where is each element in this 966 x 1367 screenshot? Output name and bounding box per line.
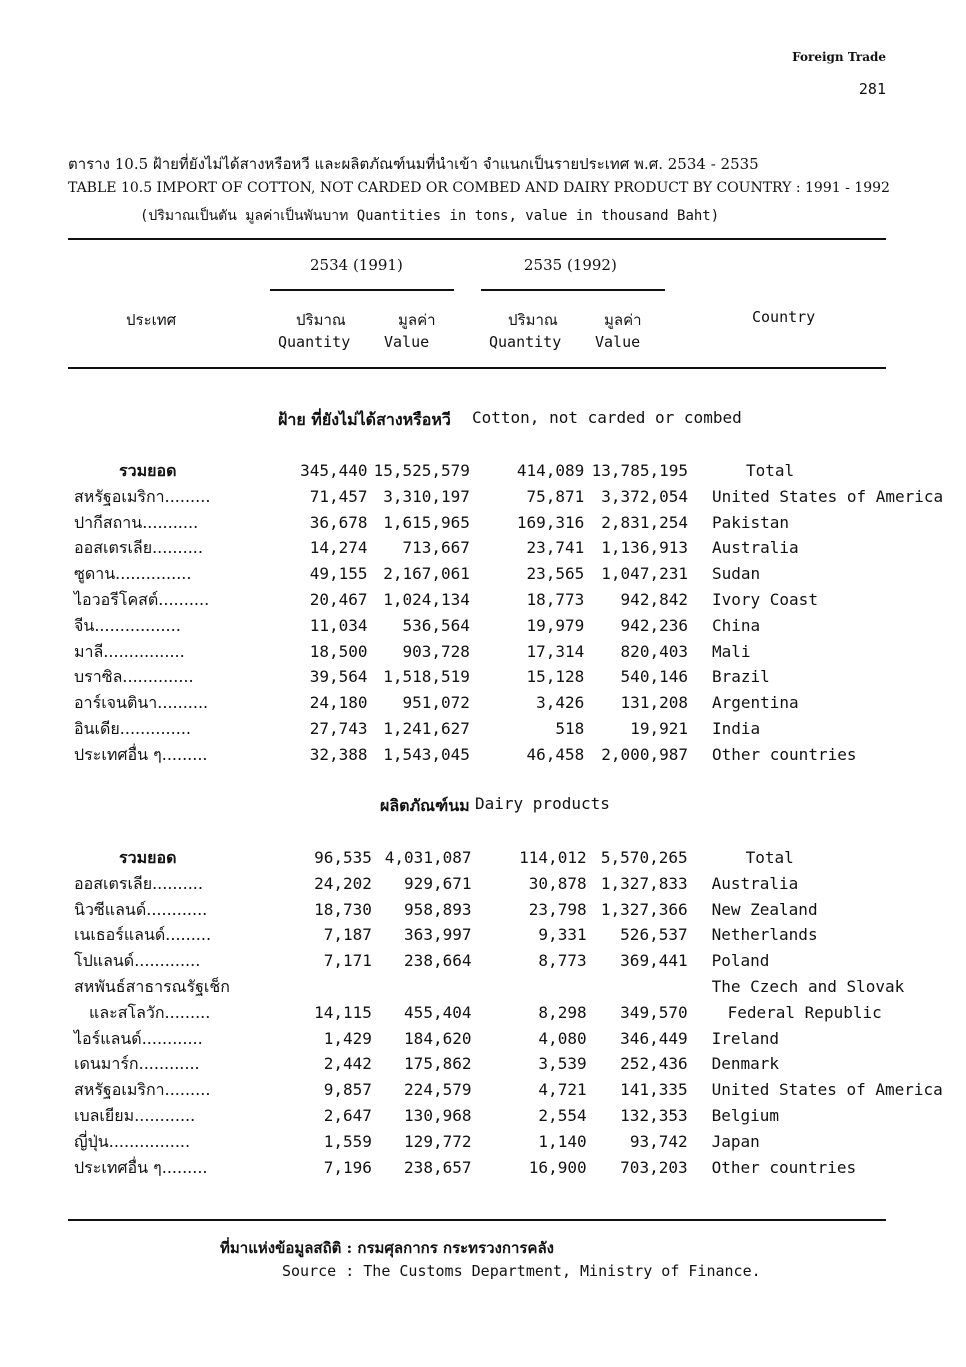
table-row [74,1051,966,1077]
quantity-1991: 7,196 [323,1157,372,1177]
quantity-1992: 1,140 [538,1131,587,1151]
table-row [74,1077,966,1103]
table-row [74,948,966,974]
country-name-thai: สหรัฐอเมริกา......... [74,1080,211,1100]
quantity-1992: 3,539 [538,1054,587,1074]
table-row [74,922,966,948]
country-name-thai: อินเดีย.............. [74,718,191,738]
table-row [74,458,966,484]
value-1991: 238,657 [404,1157,472,1177]
quantity-1991: 27,743 [309,718,368,738]
quantity-1991: 1,429 [323,1028,372,1048]
country-name-en: China [711,615,761,635]
value-1991: 1,518,519 [383,667,470,687]
quantity-1992: 19,979 [526,615,585,635]
value-1992: 5,570,265 [600,848,688,867]
quantity-1992: 23,741 [526,538,585,558]
table-row [74,664,966,690]
table-row [74,871,966,897]
country-name-en: Ivory Coast [711,589,818,609]
quantity-1992: 8,773 [538,951,587,971]
quantity-1992: 4,721 [538,1080,587,1100]
quantity-1991: 7,171 [323,951,372,971]
value-1991: 951,072 [402,693,470,713]
source-thai: ที่มาแห่งข้อมูลสถิติ : กรมศุลกากร กระทรวงการคลัง [220,1239,554,1257]
country-name-thai: เบลเยียม............ [74,1105,196,1125]
quantity-thai-header-2: ปริมาณ [508,311,558,329]
value-en-header-2: Value [595,333,641,351]
country-name-en: Mali [711,641,751,661]
table-row [74,535,966,561]
quantity-1992: 17,314 [526,641,585,661]
value-1992: 349,570 [620,1002,688,1022]
country-name-en: Poland [711,951,770,971]
country-name-thai: ปากีสถาน........... [74,512,199,532]
value-1992: 540,146 [620,667,688,687]
country-name-en: Total [745,848,794,867]
country-name-thai: ออสเตรเลีย.......... [74,538,203,558]
quantity-1991: 24,180 [309,693,368,713]
quantity-1992: 518 [555,718,585,738]
dairy-section-title-en: Dairy products [475,794,610,813]
quantity-1991: 14,274 [309,538,368,558]
country-name-en: Denmark [711,1054,780,1074]
value-1992: 820,403 [620,641,688,661]
table-title-english: TABLE 10.5 IMPORT OF COTTON, NOT CARDED OR COMBED AND DAIRY PRODUCT BY COUNTRY : 1991 - 1992 [68,180,890,196]
source-english: Source : The Customs Department, Ministry of Finance. [282,1262,761,1280]
country-name-en: Brazil [711,667,770,687]
country-name-thai: สหรัฐอเมริกา......... [74,486,211,506]
value-1991: 1,543,045 [383,744,470,764]
country-name-thai: บราซิล.............. [74,667,194,687]
value-en-header-1: Value [384,333,430,351]
table-top-rule [68,238,886,240]
value-1992: 1,327,366 [600,899,688,919]
country-name-thai: ไอวอรีโคสต์.......... [74,589,210,609]
value-thai-header-2: มูลค่า [604,311,642,329]
table-row [74,845,966,871]
country-name-thai: รวมยอด [119,848,177,867]
quantity-1992: 9,331 [538,925,587,945]
table-row [74,1103,966,1129]
country-name-en: Pakistan [711,512,790,532]
country-name-en: Federal Republic [727,1002,882,1022]
country-name-thai: และสโลวัก......... [89,1002,211,1022]
country-name-thai: ออสเตรเลีย.......... [74,873,203,893]
quantity-1992: 3,426 [536,693,585,713]
year-1992-rule [481,289,665,291]
country-name-en: Australia [711,538,799,558]
country-name-en: Other countries [711,744,857,764]
quantity-1992: 46,458 [526,744,585,764]
dairy-section-title-thai: ผลิตภัณฑ์นม [380,796,470,815]
country-name-thai: เดนมาร์ก............ [74,1054,200,1074]
value-1991: 1,615,965 [383,512,470,532]
table-row [74,587,966,613]
value-1991 [372,974,472,1000]
value-1992: 131,208 [620,693,688,713]
value-1992: 1,327,833 [600,873,688,893]
quantity-1991: 32,388 [309,744,368,764]
quantity-1991: 18,500 [309,641,368,661]
country-name-en: New Zealand [711,899,818,919]
table-row [74,1026,966,1052]
value-1992: 1,047,231 [601,564,688,584]
quantity-1992: 23,798 [528,899,587,919]
value-1991: 713,667 [402,538,470,558]
quantity-en-header-2: Quantity [489,333,562,351]
value-thai-header-1: มูลค่า [398,311,436,329]
country-name-en: United States of America [711,486,944,506]
section-name: Foreign Trade [792,50,886,64]
country-name-thai: อาร์เจนตินา.......... [74,693,209,713]
value-1992: 942,842 [620,589,688,609]
value-1991: 238,664 [404,951,472,971]
value-1991: 184,620 [404,1028,472,1048]
table-title-thai: ตาราง 10.5 ฝ้ายที่ยังไม่ได้สางหรือหวี และผลิตภัณฑ์นมที่นำเข้า จำแนกเป็นรายประเทศ พ.ศ. 2534 - 2535 [68,155,759,173]
table-row [74,897,966,923]
value-1992: 93,742 [629,1131,688,1151]
country-name-en: Ireland [711,1028,780,1048]
value-1991: 3,310,197 [383,486,470,506]
year-1991-rule [270,289,454,291]
quantity-1991: 20,467 [309,589,368,609]
quantity-1992: 2,554 [538,1105,587,1125]
value-1992: 703,203 [620,1157,688,1177]
year-1992-header: 2535 (1992) [524,256,617,274]
country-name-thai: ญี่ปุ่น................ [74,1131,191,1151]
quantity-1992: 75,871 [526,486,585,506]
quantity-1992: 15,128 [526,667,585,687]
dairy-table [74,845,966,1180]
quantity-1991: 96,535 [314,848,372,867]
value-1991: 929,671 [404,873,472,893]
year-1991-header: 2534 (1991) [310,256,403,274]
table-row [74,690,966,716]
quantity-1992: 16,900 [528,1157,587,1177]
quantity-1992: 4,080 [538,1028,587,1048]
country-name-en: The Czech and Slovak [711,976,905,996]
country-name-thai: นิวซีแลนด์............ [74,899,208,919]
value-1992: 13,785,195 [591,461,688,480]
value-1992: 942,236 [620,615,688,635]
quantity-1991: 9,857 [323,1080,372,1100]
country-name-thai: ซูดาน............... [74,564,192,584]
quantity-1991: 24,202 [314,873,372,893]
country-name-thai: มาลี................ [74,641,185,661]
quantity-1991: 49,155 [309,564,368,584]
value-1992: 19,921 [630,718,688,738]
value-1991: 903,728 [402,641,470,661]
quantity-1991: 2,647 [323,1105,372,1125]
table-row [74,639,966,665]
country-name-en: Japan [711,1131,760,1151]
quantity-1991: 2,442 [323,1054,372,1074]
country-name-thai: จีน................. [74,615,181,635]
country-name-en: Total [745,461,795,480]
country-thai-header: ประเทศ [126,311,177,329]
country-name-en: Australia [711,873,799,893]
table-row [74,1155,966,1181]
quantity-1991: 14,115 [314,1002,372,1022]
table-row [74,484,966,510]
country-name-en: India [711,718,761,738]
table-row [74,742,966,768]
table-row [74,613,966,639]
country-name-thai: เนเธอร์แลนด์......... [74,925,212,945]
country-name-thai: รวมยอด [119,461,177,480]
value-1991: 363,997 [404,925,472,945]
value-1992: 2,000,987 [601,744,688,764]
value-1992: 1,136,913 [601,538,688,558]
value-1992: 3,372,054 [601,486,688,506]
quantity-1991: 11,034 [309,615,368,635]
table-row [74,561,966,587]
table-row [74,974,966,1000]
value-1992: 526,537 [620,925,688,945]
quantity-1992: 18,773 [526,589,585,609]
value-1992: 252,436 [620,1054,688,1074]
value-1991: 4,031,087 [384,848,472,867]
value-1991: 1,024,134 [383,589,470,609]
quantity-1991: 71,457 [309,486,368,506]
value-1992: 132,353 [620,1105,688,1125]
quantity-1991: 1,559 [323,1131,372,1151]
value-1991: 15,525,579 [373,461,470,480]
value-1991: 536,564 [402,615,470,635]
quantity-1992 [471,974,586,1000]
value-1991: 224,579 [404,1080,472,1100]
country-name-en: United States of America [711,1080,943,1100]
quantity-1991: 39,564 [309,667,368,687]
value-1992: 369,441 [620,951,688,971]
value-1991: 175,862 [404,1054,472,1074]
quantity-1992: 23,565 [526,564,585,584]
country-name-en: Sudan [711,564,761,584]
cotton-section-title-thai: ฝ้าย ที่ยังไม่ได้สางหรือหวี [278,410,451,429]
table-row [74,1000,966,1026]
quantity-1992: 8,298 [538,1002,587,1022]
quantity-en-header-1: Quantity [278,333,351,351]
header-bottom-rule [68,367,886,369]
country-name-en: Other countries [711,1157,857,1177]
value-1991: 2,167,061 [383,564,470,584]
country-name-en: Netherlands [711,925,818,945]
value-1992 [587,974,688,1000]
country-name-thai: ประเทศอื่น ๆ......... [74,744,208,764]
table-row [74,510,966,536]
value-1991: 130,968 [404,1105,472,1125]
quantity-1992: 114,012 [519,848,587,867]
table-bottom-rule [68,1219,886,1221]
quantity-1991 [298,974,371,1000]
quantity-1991: 18,730 [314,899,372,919]
quantity-1991: 345,440 [300,461,368,480]
country-name-thai: โปแลนด์............. [74,951,201,971]
value-1992: 346,449 [620,1028,688,1048]
country-en-header: Country [752,308,816,326]
quantity-1991: 36,678 [309,512,368,532]
country-name-thai: สหพันธ์สาธารณรัฐเช็ก [74,976,230,996]
quantity-1992: 30,878 [528,873,587,893]
quantity-1991: 7,187 [323,925,372,945]
value-1991: 129,772 [404,1131,472,1151]
value-1991: 958,893 [404,899,472,919]
country-name-en: Belgium [711,1105,780,1125]
country-name-thai: ประเทศอื่น ๆ......... [74,1157,208,1177]
value-1992: 2,831,254 [601,512,688,532]
quantity-1992: 169,316 [516,512,585,532]
value-1992: 141,335 [620,1080,688,1100]
table-units: (ปริมาณเป็นตัน มูลค่าเป็นพันบาท Quantities in tons, value in thousand Baht) [140,208,720,224]
table-row [74,1129,966,1155]
value-1991: 1,241,627 [383,718,470,738]
table-row [74,716,966,742]
country-name-thai: ไอร์แลนด์............ [74,1028,203,1048]
cotton-section-title-en: Cotton, not carded or combed [472,408,742,427]
cotton-table [74,458,966,768]
page-number: 281 [858,80,886,98]
country-name-en: Argentina [711,693,799,713]
quantity-thai-header-1: ปริมาณ [296,311,346,329]
value-1991: 455,404 [404,1002,472,1022]
quantity-1992: 414,089 [516,461,585,480]
